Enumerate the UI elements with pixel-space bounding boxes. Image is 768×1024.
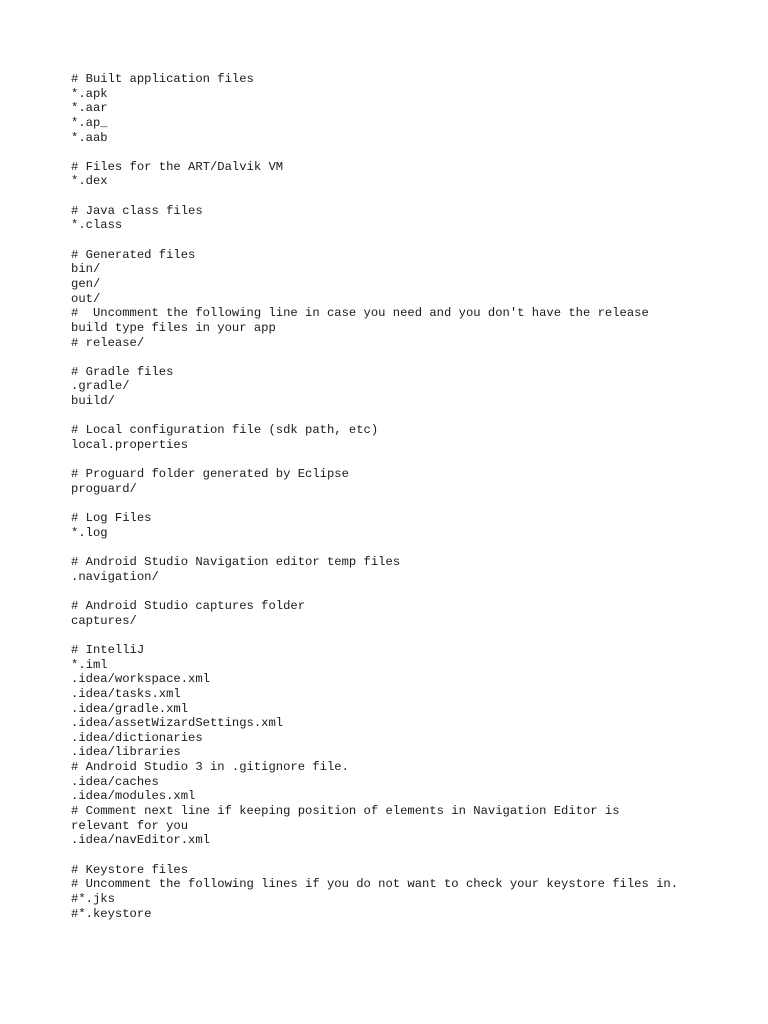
document-line: # Gradle files	[71, 364, 174, 379]
document-line: *.ap_	[71, 115, 108, 130]
document-line: *.class	[71, 218, 123, 233]
document-line: relevant for you	[71, 818, 189, 833]
document-line: #*.keystore	[71, 906, 152, 921]
document-line: build type files in your app	[71, 320, 276, 335]
document-line: .idea/tasks.xml	[71, 686, 181, 701]
blank-line	[71, 189, 751, 204]
blank-line	[71, 541, 751, 556]
document-line: .navigation/	[71, 569, 159, 584]
document-line: .idea/workspace.xml	[71, 672, 210, 687]
blank-line	[71, 233, 751, 248]
blank-line	[71, 409, 751, 424]
document-line: *.aab	[71, 130, 108, 145]
document-line: local.properties	[71, 438, 189, 453]
document-line: .idea/libraries	[71, 745, 181, 760]
document-line: # Java class files	[71, 203, 203, 218]
document-line: # Files for the ART/Dalvik VM	[71, 159, 284, 174]
document-line: .idea/modules.xml	[71, 789, 196, 804]
document-line: bin/	[71, 262, 101, 277]
document-line: # Android Studio 3 in .gitignore file.	[71, 760, 349, 775]
document-line: *.iml	[71, 657, 108, 672]
document-line: *.log	[71, 525, 108, 540]
document-line: # IntelliJ	[71, 642, 145, 657]
document-line: # Android Studio captures folder	[71, 599, 306, 614]
document-line: build/	[71, 394, 115, 409]
blank-line	[71, 628, 751, 643]
blank-line	[71, 497, 751, 512]
document-line: .idea/gradle.xml	[71, 701, 189, 716]
blank-line	[71, 453, 751, 468]
document-line: .idea/dictionaries	[71, 730, 203, 745]
document-line: .gradle/	[71, 379, 130, 394]
document-line: # Generated files	[71, 247, 196, 262]
document-line: captures/	[71, 613, 137, 628]
document-line: .idea/navEditor.xml	[71, 833, 210, 848]
document-line: proguard/	[71, 481, 137, 496]
document-line: # Built application files	[71, 72, 254, 86]
document-line: # Uncomment the following line in case you need and you don't have the release	[71, 306, 649, 321]
document-line: # Local configuration file (sdk path, etc)	[71, 423, 379, 438]
document-line: # Comment next line if keeping position of elements in Navigation Editor is	[71, 804, 620, 819]
document-line: # Android Studio Navigation editor temp files	[71, 555, 401, 570]
document-line: *.apk	[71, 86, 108, 101]
gitignore-document	[71, 72, 751, 921]
document-line: *.aar	[71, 101, 108, 116]
document-line: # Keystore files	[71, 862, 189, 877]
document-line: gen/	[71, 276, 101, 291]
blank-line	[71, 848, 751, 863]
blank-line	[71, 145, 751, 160]
document-line: # release/	[71, 335, 145, 350]
document-line: # Uncomment the following lines if you do not want to check your keystore files in.	[71, 877, 679, 892]
document-line: out/	[71, 291, 101, 306]
document-line: .idea/caches	[71, 774, 159, 789]
blank-line	[71, 584, 751, 599]
document-line: *.dex	[71, 174, 108, 189]
document-line: # Proguard folder generated by Eclipse	[71, 467, 349, 482]
blank-line	[71, 350, 751, 365]
document-line: # Log Files	[71, 511, 152, 526]
document-line: #*.jks	[71, 891, 115, 906]
document-line: .idea/assetWizardSettings.xml	[71, 716, 284, 731]
